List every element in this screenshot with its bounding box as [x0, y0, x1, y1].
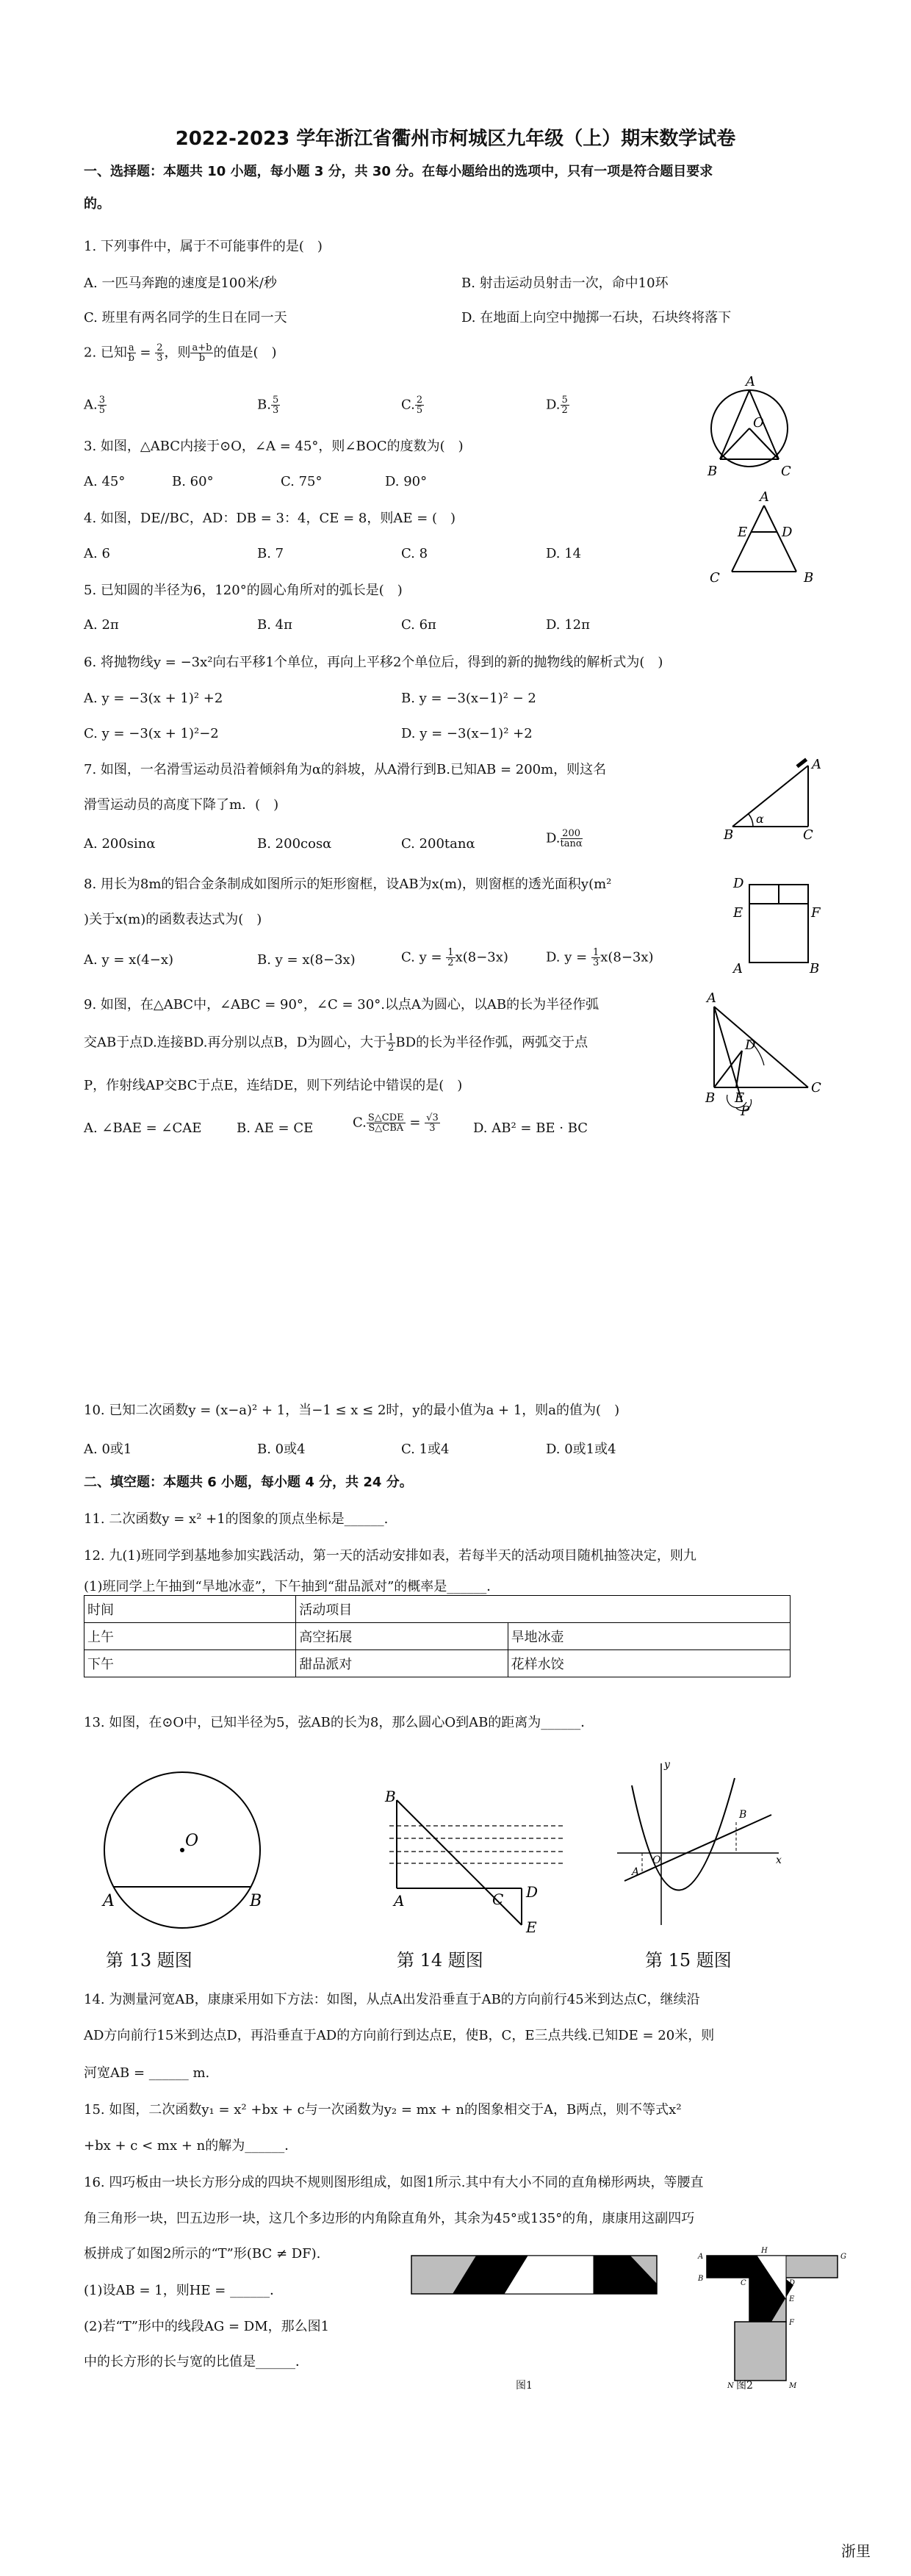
q1-option-a: A. 一匹马奔跑的速度是100米/秒: [84, 276, 277, 291]
table-cell: 下午: [84, 1650, 296, 1677]
f15-label-y: y: [664, 1759, 670, 1771]
q8-label-b: B: [810, 961, 820, 976]
figure-16-2-t-shape: [691, 2241, 867, 2395]
q2-option-a: A. $\frac{3}{5}$: [84, 395, 106, 416]
table-row: [84, 1623, 791, 1650]
question-16-line-1: 16. 四巧板由一块长方形分成的四块不规则图形组成，如图1所示.其中有大小不同的直角梯形两块，等腰直: [84, 2175, 704, 2190]
q9-label-b: B: [705, 1090, 716, 1106]
q3-circle-figure: [702, 374, 797, 481]
q1-option-c: C. 班里有两名同学的生日在同一天: [84, 310, 287, 325]
q8-label-a: A: [733, 961, 743, 976]
question-1: 1. 下列事件中，属于不可能事件的是( ): [84, 239, 323, 254]
q3-label-b: B: [707, 464, 718, 479]
section-heading-fill: 二、填空题：本题共 6 小题，每小题 4 分，共 24 分。: [84, 1475, 413, 1490]
question-3: 3. 如图，△ABC内接于⊙O，∠A = 45°，则∠BOC的度数为( ): [84, 439, 464, 454]
q9-construction-figure: [698, 992, 830, 1117]
f16-label-c: C: [741, 2279, 746, 2287]
question-9-line-2: 交AB于点D.连接BD.再分别以点B，D为圆心，大于 $\frac{1}{2}$ BD的长为半径作弧，两弧交于点: [84, 1032, 588, 1054]
f13-label-b: B: [250, 1892, 262, 1910]
q9-option-c: C. $\frac{\text{S△CDE}}{\text{S△CBA}}$ = $\frac{√3}{3}$: [353, 1112, 439, 1134]
table-cell: 旱地冰壶: [508, 1623, 790, 1650]
f14-label-e: E: [526, 1918, 537, 1936]
q6-option-c: C. y = −3(x + 1)²−2: [84, 726, 219, 741]
question-15-line-1: 15. 如图，二次函数y₁ = x² +bx + c与一次函数为y₂ = mx + n的图象相交于A，B两点，则不等式x²: [84, 2102, 682, 2118]
q7-option-c: C. 200tanα: [401, 836, 475, 852]
figure-15-graph: [610, 1756, 786, 1940]
q4-label-c: C: [710, 570, 720, 586]
q7-label-alpha: α: [756, 812, 764, 826]
q3-label-a: A: [746, 374, 755, 389]
question-12-line-2: (1)班同学上午抽到“旱地冰壶”，下午抽到“甜品派对”的概率是______．: [84, 1579, 500, 1594]
figure-14-river: [382, 1785, 573, 1940]
q6-option-a: A. y = −3(x + 1)² +2: [84, 691, 223, 706]
table-cell: [508, 1596, 790, 1623]
q8-option-d: D. y = $\frac{1}{3}$ x(8−3x): [546, 947, 654, 968]
q5-option-b: B. 4π: [257, 617, 292, 633]
f15-label-b: B: [739, 1809, 747, 1821]
q3-option-d: D. 90°: [385, 474, 428, 489]
question-14-line-1: 14. 为测量河宽AB，康康采用如下方法：如图，从点A出发沿垂直于AB的方向前行45米到达点C，继续沿: [84, 1992, 700, 2007]
section-heading-choice: 一、选择题：本题共 10 小题，每小题 3 分，共 30 分。在每小题给出的选项中，只有一项是符合题目要求 的。: [84, 164, 713, 212]
f15-label-x: x: [776, 1854, 782, 1866]
q3-label-o: O: [753, 415, 764, 431]
f16-label-m: M: [789, 2382, 797, 2390]
f16-label-b: B: [698, 2275, 704, 2283]
q2-option-c: C. $\frac{2}{5}$: [401, 395, 423, 416]
f15-label-a: A: [632, 1866, 640, 1878]
question-2: 2. 已知 $\frac{a}{b}$ = $\frac{2}{3}$ ，则 $\frac{a+b}{b}$ 的值是( ): [84, 342, 277, 364]
q7-option-d: D. $\frac{200}{\tan\alpha}$: [546, 828, 583, 849]
q2-option-b: B. $\frac{5}{3}$: [257, 395, 279, 416]
f14-label-a: A: [394, 1892, 405, 1910]
q8-window-figure: [727, 874, 823, 977]
f14-label-b: B: [385, 1788, 396, 1805]
q8-option-c: C. y = $\frac{1}{2}$ x(8−3x): [401, 947, 508, 968]
q3-option-a: A. 45°: [84, 474, 126, 489]
q9-label-e: E: [735, 1090, 745, 1106]
table-row: [84, 1650, 791, 1677]
question-14-line-3: 河宽AB = ______ m.: [84, 2065, 210, 2081]
figure-13-circle: [96, 1763, 272, 1940]
question-15-line-2: +bx + c < mx + n的解为______．: [84, 2138, 298, 2154]
q9-label-d: D: [745, 1037, 756, 1053]
question-12-line-1: 12. 九(1)班同学到基地参加实践活动，第一天的活动安排如表，若每半天的活动项目随机抽签决定，则九: [84, 1548, 696, 1564]
question-11: 11. 二次函数y = x² +1的图象的顶点坐标是______.: [84, 1511, 389, 1527]
q8-label-e: E: [733, 905, 743, 921]
figure-16-1-tangram: [410, 2254, 660, 2298]
q9-label-a: A: [707, 990, 716, 1006]
activity-table: [84, 1595, 791, 1677]
question-6: 6. 将抛物线y = −3x²向右平移1个单位，再向上平移2个单位后，得到的新的抛物线的解析式为( ): [84, 655, 663, 670]
f16-label-d: D: [789, 2279, 796, 2287]
q4-option-c: C. 8: [401, 546, 428, 561]
q7-label-b: B: [724, 827, 734, 843]
question-9-line-1: 9. 如图，在△ABC中，∠ABC = 90°，∠C = 30°.以点A为圆心，以AB的长为半径作弧: [84, 997, 599, 1012]
q4-label-e: E: [738, 525, 748, 540]
f13-label-o: O: [185, 1832, 199, 1850]
q7-label-c: C: [803, 827, 813, 843]
exam-title: 2022-2023 学年浙江省衢州市柯城区九年级（上）期末数学试卷: [175, 128, 736, 150]
caption-13: 第 13 题图: [106, 1950, 192, 1971]
figure-16-2-label: 图2: [736, 2380, 753, 2392]
table-cell: 甜品派对: [296, 1650, 508, 1677]
q3-option-b: B. 60°: [172, 474, 214, 489]
question-16-line-3: 板拼成了如图2所示的“T”形(BC ≠ DF).: [84, 2246, 321, 2262]
q9-option-a: A. ∠BAE = ∠CAE: [84, 1120, 202, 1136]
question-14-line-2: AD方向前行15米到达点D，再沿垂直于AD的方向前行到达点E，使B，C，E三点共线.已知DE = 20米，则: [84, 2028, 715, 2043]
question-13: 13. 如图，在⊙O中，已知半径为5，弦AB的长为8，那么圆心O到AB的距离为______．: [84, 1715, 594, 1730]
q5-option-a: A. 2π: [84, 617, 119, 633]
q4-option-b: B. 7: [257, 546, 284, 561]
q4-option-d: D. 14: [546, 546, 582, 561]
q10-option-c: C. 1或4: [401, 1442, 450, 1457]
question-8-line-1: 8. 用长为8m的铝合金条制成如图所示的矩形窗框，设AB为x(m)，则窗框的透光面积y(m²: [84, 877, 612, 892]
q8-option-a: A. y = x(4−x): [84, 952, 174, 968]
question-16-part-2a: (2)若“T”形中的线段AG = DM，那么图1: [84, 2319, 330, 2334]
q4-triangle-figure: [705, 491, 823, 586]
q4-label-b: B: [804, 570, 814, 586]
f16-label-e: E: [789, 2295, 795, 2303]
table-cell: 时间: [84, 1596, 296, 1623]
question-16-line-2: 角三角形一块，凹五边形一块，这几个多边形的内角除直角外，其余为45°或135°的角，康康用这副四巧: [84, 2211, 695, 2226]
question-5: 5. 已知圆的半径为6，120°的圆心角所对的弧长是( ): [84, 583, 403, 598]
q4-label-a: A: [760, 489, 769, 505]
q7-option-b: B. 200cosα: [257, 836, 332, 852]
f15-label-o: O: [652, 1854, 661, 1866]
f14-label-c: C: [492, 1890, 504, 1908]
f16-label-g: G: [840, 2253, 846, 2261]
q10-option-b: B. 0或4: [257, 1442, 306, 1457]
table-cell: 上午: [84, 1623, 296, 1650]
question-16-part-1: (1)设AB = 1，则HE = ______．: [84, 2283, 284, 2298]
q10-option-a: A. 0或1: [84, 1442, 132, 1457]
table-row: [84, 1596, 791, 1623]
q4-label-d: D: [782, 525, 793, 540]
q8-option-b: B. y = x(8−3x): [257, 952, 356, 968]
q7-slope-figure: [724, 757, 827, 843]
q5-option-d: D. 12π: [546, 617, 590, 633]
q7-option-a: A. 200sinα: [84, 836, 156, 852]
q8-label-f: F: [811, 905, 821, 921]
page-footer: 浙里: [841, 2542, 871, 2560]
q3-label-c: C: [781, 464, 791, 479]
table-cell: 花样水饺: [508, 1650, 790, 1677]
question-9-line-3: P，作射线AP交BC于点E，连结DE，则下列结论中错误的是( ): [84, 1078, 463, 1093]
q1-option-b: B. 射击运动员射击一次，命中10环: [461, 276, 669, 291]
f16-label-n: N: [727, 2382, 734, 2390]
f16-label-a: A: [698, 2253, 704, 2261]
caption-14: 第 14 题图: [397, 1950, 483, 1971]
f16-label-h: H: [761, 2247, 768, 2255]
q9-option-d: D. AB² = BE · BC: [473, 1120, 588, 1136]
table-cell: 活动项目: [296, 1596, 508, 1623]
f13-label-a: A: [103, 1892, 115, 1910]
q9-label-p: P: [741, 1104, 750, 1119]
f16-label-f: F: [789, 2319, 794, 2327]
question-16-part-2b: 中的长方形的长与宽的比值是______．: [84, 2354, 309, 2370]
question-7-line-2: 滑雪运动员的高度下降了m．( ): [84, 797, 279, 813]
f14-label-d: D: [526, 1883, 539, 1901]
caption-15: 第 15 题图: [645, 1950, 732, 1971]
q7-label-a: A: [812, 757, 821, 772]
question-8-line-2: )关于x(m)的函数表达式为( ): [84, 912, 262, 927]
q8-label-d: D: [733, 876, 744, 891]
q9-label-c: C: [811, 1080, 821, 1095]
q6-option-d: D. y = −3(x−1)² +2: [401, 726, 533, 741]
q4-option-a: A. 6: [84, 546, 110, 561]
table-cell: 高空拓展: [296, 1623, 508, 1650]
q1-option-d: D. 在地面上向空中抛掷一石块，石块终将落下: [461, 310, 732, 325]
question-4: 4. 如图，DE//BC，AD：DB = 3：4，CE = 8，则AE = ( ): [84, 511, 456, 526]
q2-option-d: D. $\frac{5}{2}$: [546, 395, 568, 416]
q6-option-b: B. y = −3(x−1)² − 2: [401, 691, 536, 706]
figure-16-1-label: 图1: [516, 2380, 533, 2392]
q5-option-c: C. 6π: [401, 617, 436, 633]
q9-option-b: B. AE = CE: [237, 1120, 314, 1136]
q10-option-d: D. 0或1或4: [546, 1442, 616, 1457]
question-7-line-1: 7. 如图，一名滑雪运动员沿着倾斜角为α的斜坡，从A滑行到B.已知AB = 200m，则这名: [84, 762, 607, 777]
question-10: 10. 已知二次函数y = (x−a)² + 1，当−1 ≤ x ≤ 2时，y的最小值为a + 1，则a的值为( ): [84, 1403, 620, 1418]
q3-option-c: C. 75°: [281, 474, 323, 489]
